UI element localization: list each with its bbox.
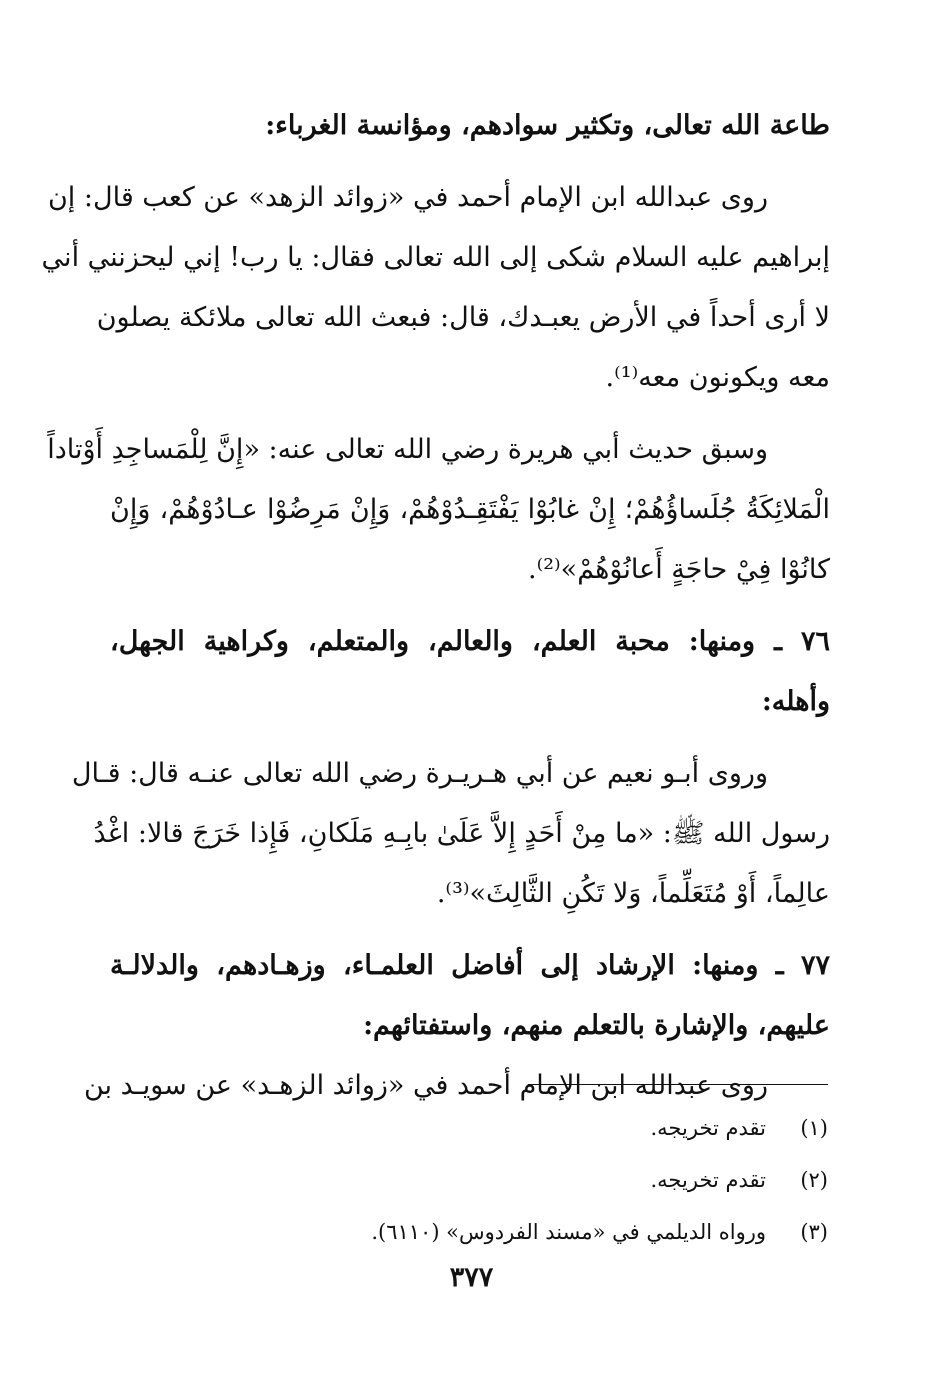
footnote-text: تقدم تخريجه. bbox=[650, 1116, 766, 1140]
paragraph-line: الْمَلائِكَةُ جُلَساؤُهُمْ؛ إِنْ غابُوْا يَفْتَقِـدُوْهُمْ، وَإِنْ مَرِضُوْا عـادُوْهُمْ، وَإِنْ bbox=[110, 494, 830, 525]
footnote-separator bbox=[528, 1084, 828, 1085]
paragraph-abu-hurayra-masajid bbox=[47, 420, 830, 600]
footnote-number: (٣) bbox=[800, 1220, 828, 1244]
paragraph-kaab bbox=[41, 168, 830, 408]
paragraph-abu-nuaym bbox=[71, 744, 830, 924]
section-heading-continued: طاعة الله تعالى، وتكثير سوادهم، ومؤانسة الغرباء: bbox=[265, 110, 830, 141]
footnote-1 bbox=[200, 1102, 828, 1154]
paragraph-line: رسول الله ﷺ: «ما مِنْ أَحَدٍ إِلاَّ عَلَىٰ بابِـهِ مَلَكانِ، فَإِذا خَرَجَ قالا: اغْدُ bbox=[93, 818, 830, 849]
section-heading-76 bbox=[110, 612, 830, 732]
paragraph-line: إبراهيم عليه السلام شكى إلى الله تعالى فقال: يا رب! إني ليحزنني أني bbox=[41, 242, 830, 273]
heading-line: ٧٦ ـ ومنها: محبة العلم، والعالم، والمتعلم، وكراهية الجهل، bbox=[110, 626, 830, 657]
paragraph-line: معه ويكونون معه⁽¹⁾. bbox=[605, 362, 830, 393]
heading-line: وأهله: bbox=[761, 686, 830, 717]
paragraph-line: عالِماً، أَوْ مُتَعَلِّماً، وَلا تَكُنِ الثَّالِثَ»⁽³⁾. bbox=[436, 878, 830, 909]
paragraph-line: روى عبدالله ابن الإمام أحمد في «زوائد الزهد» عن كعب قال: إن bbox=[47, 182, 768, 213]
page-number: ٣٧٧ bbox=[449, 1262, 494, 1293]
paragraph-line: كانُوْا فِيْ حاجَةٍ أَعانُوْهُمْ»⁽²⁾. bbox=[528, 554, 830, 585]
footnotes bbox=[200, 1102, 828, 1258]
footnote-text: تقدم تخريجه. bbox=[650, 1168, 766, 1192]
footnote-3 bbox=[200, 1206, 828, 1258]
section-heading-77 bbox=[110, 936, 830, 1056]
paragraph-line: لا أرى أحداً في الأرض يعبـدك، قال: فبعث الله تعالى ملائكة يصلون bbox=[96, 302, 830, 333]
page-body bbox=[41, 96, 830, 1116]
paragraph-line: روى عبدالله ابن الإمام أحمد في «زوائد الزهـد» عن سويـد بن bbox=[83, 1070, 768, 1101]
heading-line: عليهم، والإشارة بالتعلم منهم، واستفتائهم: bbox=[363, 1010, 830, 1041]
footnote-number: (٢) bbox=[800, 1168, 828, 1192]
footnote-number: (١) bbox=[800, 1116, 828, 1140]
paragraph-line: وروى أبـو نعيم عن أبي هـريـرة رضي الله تعالى عنـه قال: قـال bbox=[71, 758, 768, 789]
footnote-text: ورواه الديلمي في «مسند الفردوس» (٦١١٠). bbox=[371, 1220, 766, 1244]
paragraph-line: وسبق حديث أبي هريرة رضي الله تعالى عنه: «إِنَّ لِلْمَساجِدِ أَوْتاداً bbox=[47, 434, 768, 465]
footnote-2 bbox=[200, 1154, 828, 1206]
heading-line: ٧٧ ـ ومنها: الإرشاد إلى أفاضل العلمـاء، وزهـادهم، والدلالـة bbox=[110, 950, 830, 981]
